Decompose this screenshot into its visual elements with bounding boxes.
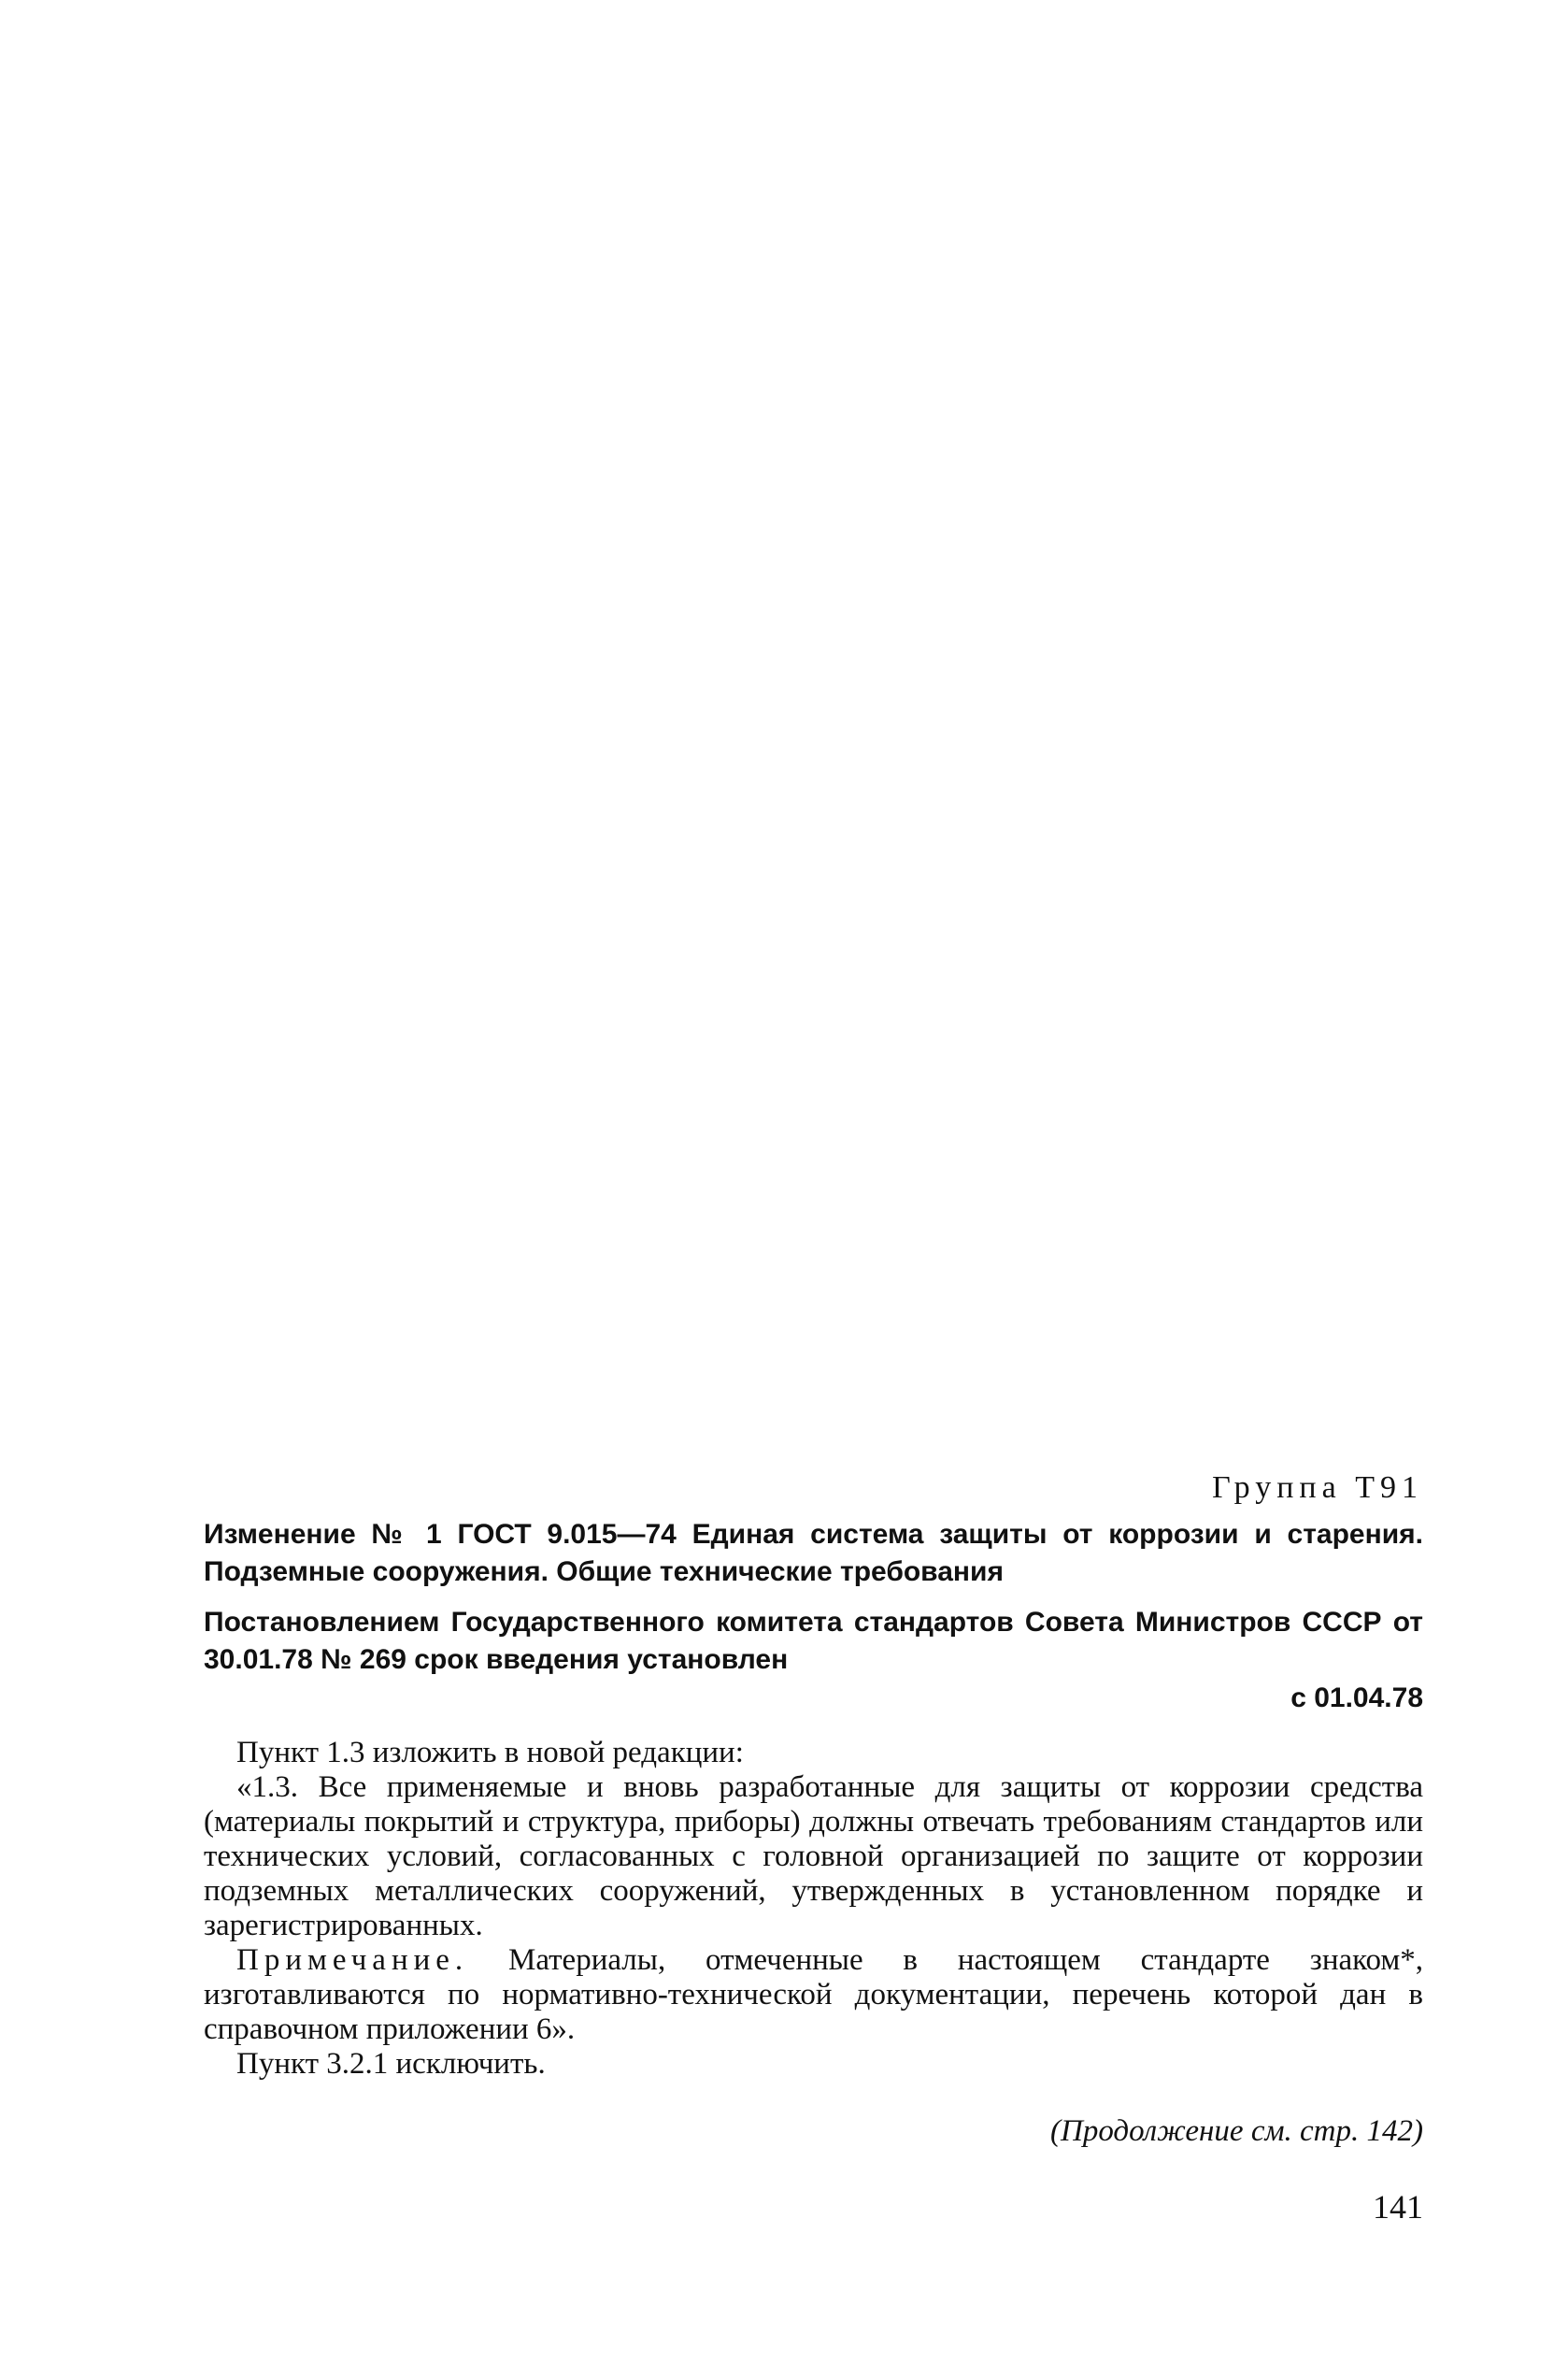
note-text: Материалы, отмеченные в настоящем стандарте знаком*, изготавливаются по нормативно-технической документации, перечень которой дан в справочном приложении 6». bbox=[204, 1943, 1423, 2046]
effective-date: с 01.04.78 bbox=[1290, 1682, 1423, 1713]
paragraph-clause-1-3-intro: Пункт 1.3 изложить в новой редакции: bbox=[236, 1736, 744, 1769]
note-label: Примечание. bbox=[236, 1943, 469, 1977]
amendment-title: Изменение № 1 ГОСТ 9.015—74 Единая система защиты от коррозии и старения. Подземные сооружения. Общие технические требования bbox=[204, 1519, 1423, 1587]
decree-text: Постановлением Государственного комитета стандартов Совета Министров СССР от 30.01.78 № 269 срок введения установлен bbox=[204, 1607, 1423, 1675]
paragraph-clause-3-2-1: Пункт 3.2.1 исключить. bbox=[236, 2047, 546, 2081]
paragraph-clause-1-3-text: «1.3. Все применяемые и вновь разработанные для защиты от коррозии средства (материалы покрытий и структура, приборы) должны отвечать требованиям стандартов или технических условий, согласованных с головной организацией по защите от коррозии подземных металлических сооружений, утвержденных в установленном порядке и зарегистрированных. bbox=[204, 1770, 1423, 1942]
continuation-note: (Продолжение см. стр. 142) bbox=[1050, 2114, 1423, 2148]
note-paragraph bbox=[204, 1943, 1423, 2047]
group-label: Группа Т91 bbox=[1212, 1470, 1423, 1505]
page-number: 141 bbox=[1373, 2188, 1423, 2226]
